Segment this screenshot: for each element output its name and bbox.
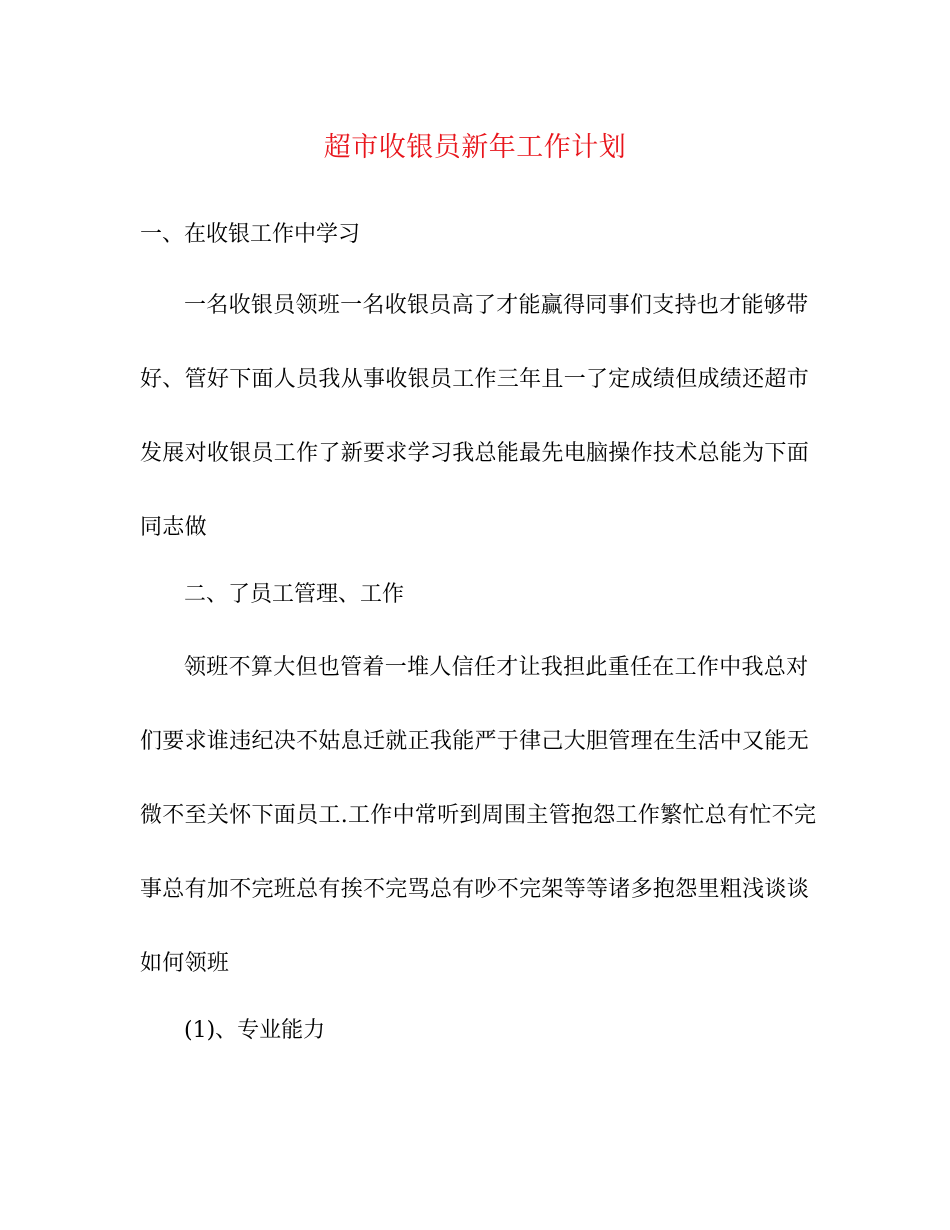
subsection-1-heading: (1)、专业能力	[184, 1018, 326, 1043]
section-2-paragraph: 领班不算大但也管着一堆人信任才让我担此重任在工作中我总对们要求谁违纪决不姑息迁就正我能严于律己大胆管理在生活中又能无微不至关怀下面员工.工作中常听到周围主管抱怨工作繁忙总有忙不完事总有加不完班总有挨不完骂总有吵不完架等等诸多抱怨里粗浅谈谈如何领班	[140, 655, 817, 976]
section-1-paragraph: 一名收银员领班一名收银员高了才能赢得同事们支持也才能够带好、管好下面人员我从事收银员工作三年且一了定成绩但成绩还超市发展对收银员工作了新要求学习我总能最先电脑操作技术总能为下面同志做	[140, 293, 810, 540]
section-1-heading: 一、在收银工作中学习	[140, 222, 361, 247]
section-2-heading: 二、了员工管理、工作	[184, 582, 405, 607]
document-title: 超市收银员新年工作计划	[323, 132, 627, 163]
